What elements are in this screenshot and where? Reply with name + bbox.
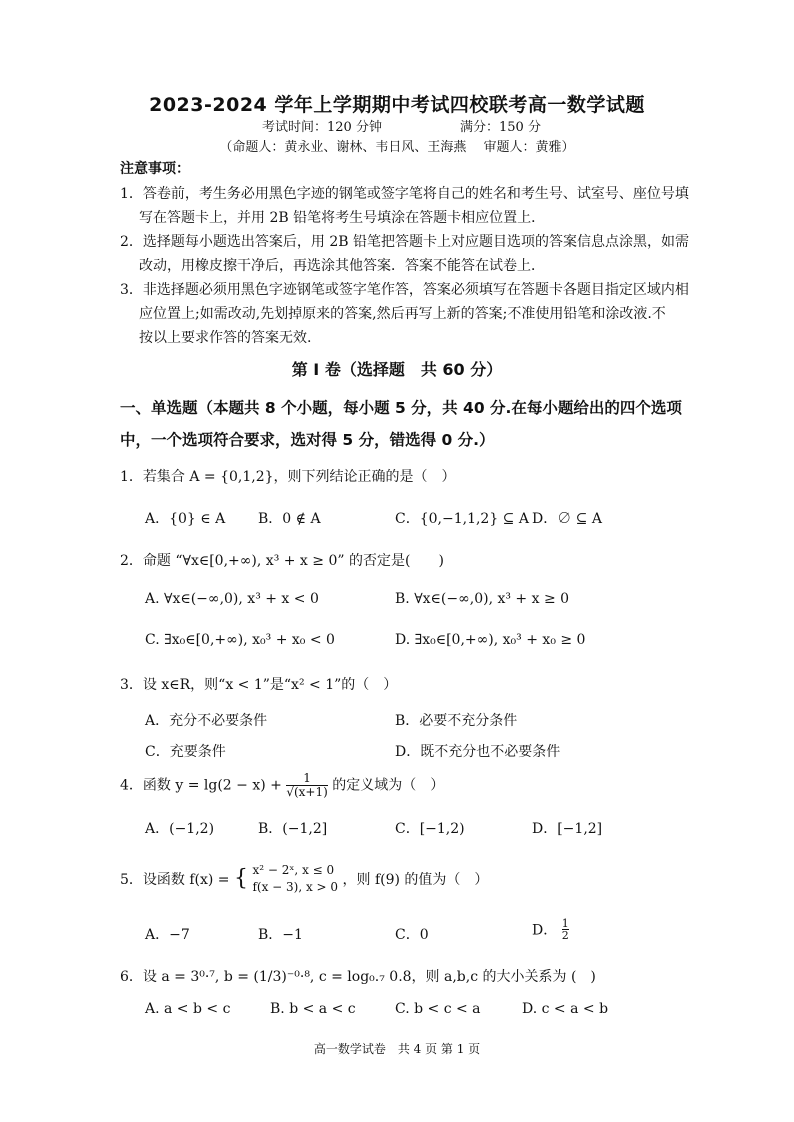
question-2-stem: 2．命题 “∀x∈[0,+∞), x³ + x ≥ 0” 的否定是( ) — [120, 553, 444, 569]
question-4-stem-post: 的定义域为（ ） — [332, 777, 445, 794]
question-2-option-d: D. ∃x₀∈[0,+∞), x₀³ + x₀ ≥ 0 — [395, 632, 586, 648]
question-2-option-b: B. ∀x∈(−∞,0), x³ + x ≥ 0 — [395, 591, 570, 607]
exam-time: 考试时间：120 分钟 — [262, 120, 382, 135]
question-4-option-b: B．(−1,2] — [258, 821, 328, 837]
question-5-option-d — [532, 918, 569, 941]
question-5-stem — [120, 862, 488, 896]
question-6-option-c: C. b < c < a — [395, 1001, 481, 1017]
question-5-case-1: x² − 2ˣ, x ≤ 0 — [252, 863, 335, 877]
question-6-option-d: D. c < a < b — [522, 1001, 609, 1017]
question-5-option-b: B．−1 — [258, 927, 303, 943]
exam-authors: （命题人：黄永业、谢林、韦日风、王海燕 审题人：黄雅） — [219, 140, 575, 155]
part-heading-line2: 中，一个选项符合要求，选对得 5 分，错选得 0 分.） — [120, 431, 495, 449]
question-4-fraction-denominator: √(x+1) — [286, 785, 328, 799]
question-2-option-a: A. ∀x∈(−∞,0), x³ + x < 0 — [145, 591, 319, 607]
question-4-stem-pre: 4．函数 y = lg(2 − x) + — [120, 777, 282, 794]
question-3-option-c: C．充要条件 — [145, 744, 226, 760]
question-6-option-b: B. b < a < c — [270, 1001, 356, 1017]
question-3-option-b: B．必要不充分条件 — [395, 713, 518, 729]
note-3-line3: 按以上要求作答的答案无效. — [139, 330, 312, 346]
question-5-brace: { — [234, 866, 248, 891]
section-heading: 第 I 卷（选择题 共 60 分） — [291, 360, 503, 379]
question-1-option-b: B．0 ∉ A — [258, 511, 321, 527]
question-5-option-d-fraction — [562, 918, 569, 941]
question-1-option-d: D．∅ ⊆ A — [532, 511, 602, 527]
question-3-stem: 3．设 x∈R，则“x < 1”是“x² < 1”的（ ） — [120, 677, 398, 693]
question-5-stem-post: ，则 f(9) 的值为（ ） — [342, 872, 489, 888]
notes-heading: 注意事项： — [120, 161, 190, 177]
question-5-option-d-numerator: 1 — [561, 917, 569, 930]
question-4-option-a: A．(−1,2) — [145, 821, 215, 837]
question-5-stem-pre: 5．设函数 f(x) = — [120, 872, 230, 888]
question-5-option-d-denominator: 2 — [561, 929, 569, 942]
note-2-line2: 改动，用橡皮擦干净后，再选涂其他答案．答案不能答在试卷上． — [139, 258, 545, 274]
note-3-line1: 3．非选择题必须用黑色字迹钢笔或签字笔作答，答案必须填写在答题卡各题目指定区域内相 — [120, 282, 689, 298]
question-4-stem — [120, 772, 444, 799]
question-3-option-d: D．既不充分也不必要条件 — [395, 744, 561, 760]
question-1-option-c: C．{0,−1,1,2} ⊆ A — [395, 511, 529, 527]
question-5-case-2: f(x − 3), x > 0 — [252, 880, 339, 894]
question-6-stem: 6．设 a = 3⁰·⁷, b = (1/3)⁻⁰·⁸, c = log₀.₇ 0.8，则 a,b,c 的大小关系为 ( ) — [120, 969, 596, 985]
question-4-fraction-numerator: 1 — [303, 771, 311, 785]
part-heading-line1: 一、单选题（本题共 8 个小题，每小题 5 分，共 40 分.在每小题给出的四个选项 — [120, 399, 682, 417]
note-3-line2: 应位置上;如需改动,先划掉原来的答案,然后再写上新的答案;不准使用铅笔和涂改液.不 — [139, 306, 666, 322]
question-1-stem: 1．若集合 A = {0,1,2}，则下列结论正确的是（ ） — [120, 469, 456, 485]
question-2-option-c: C. ∃x₀∈[0,+∞), x₀³ + x₀ < 0 — [145, 632, 335, 648]
exam-title: 2023-2024 学年上学期期中考试四校联考高一数学试题 — [149, 94, 645, 116]
question-5-option-c: C．0 — [395, 927, 429, 943]
question-6-option-a: A. a < b < c — [145, 1001, 231, 1017]
page-footer: 高一数学试卷 共 4 页 第 1 页 — [313, 1042, 481, 1056]
note-1-line1: 1．答卷前，考生务必用黑色字迹的钢笔或签字笔将自己的姓名和考生号、试室号、座位号填 — [120, 186, 689, 202]
question-3-option-a: A．充分不必要条件 — [145, 713, 268, 729]
question-4-fraction — [286, 772, 327, 799]
question-4-option-c: C．[−1,2) — [395, 821, 465, 837]
question-4-option-d: D．[−1,2] — [532, 821, 603, 837]
question-5-cases — [252, 862, 338, 896]
note-2-line1: 2．选择题每小题选出答案后，用 2B 铅笔把答题卡上对应题目选项的答案信息点涂黑，如需 — [120, 234, 690, 250]
question-1-option-a: A．{0} ∈ A — [145, 511, 226, 527]
question-5-option-a: A．−7 — [145, 927, 190, 943]
question-5-option-d-label: D． — [532, 922, 558, 939]
note-1-line2: 写在答题卡上，并用 2B 铅笔将考生号填涂在答题卡相应位置上． — [139, 210, 546, 226]
exam-score: 满分：150 分 — [460, 120, 541, 135]
